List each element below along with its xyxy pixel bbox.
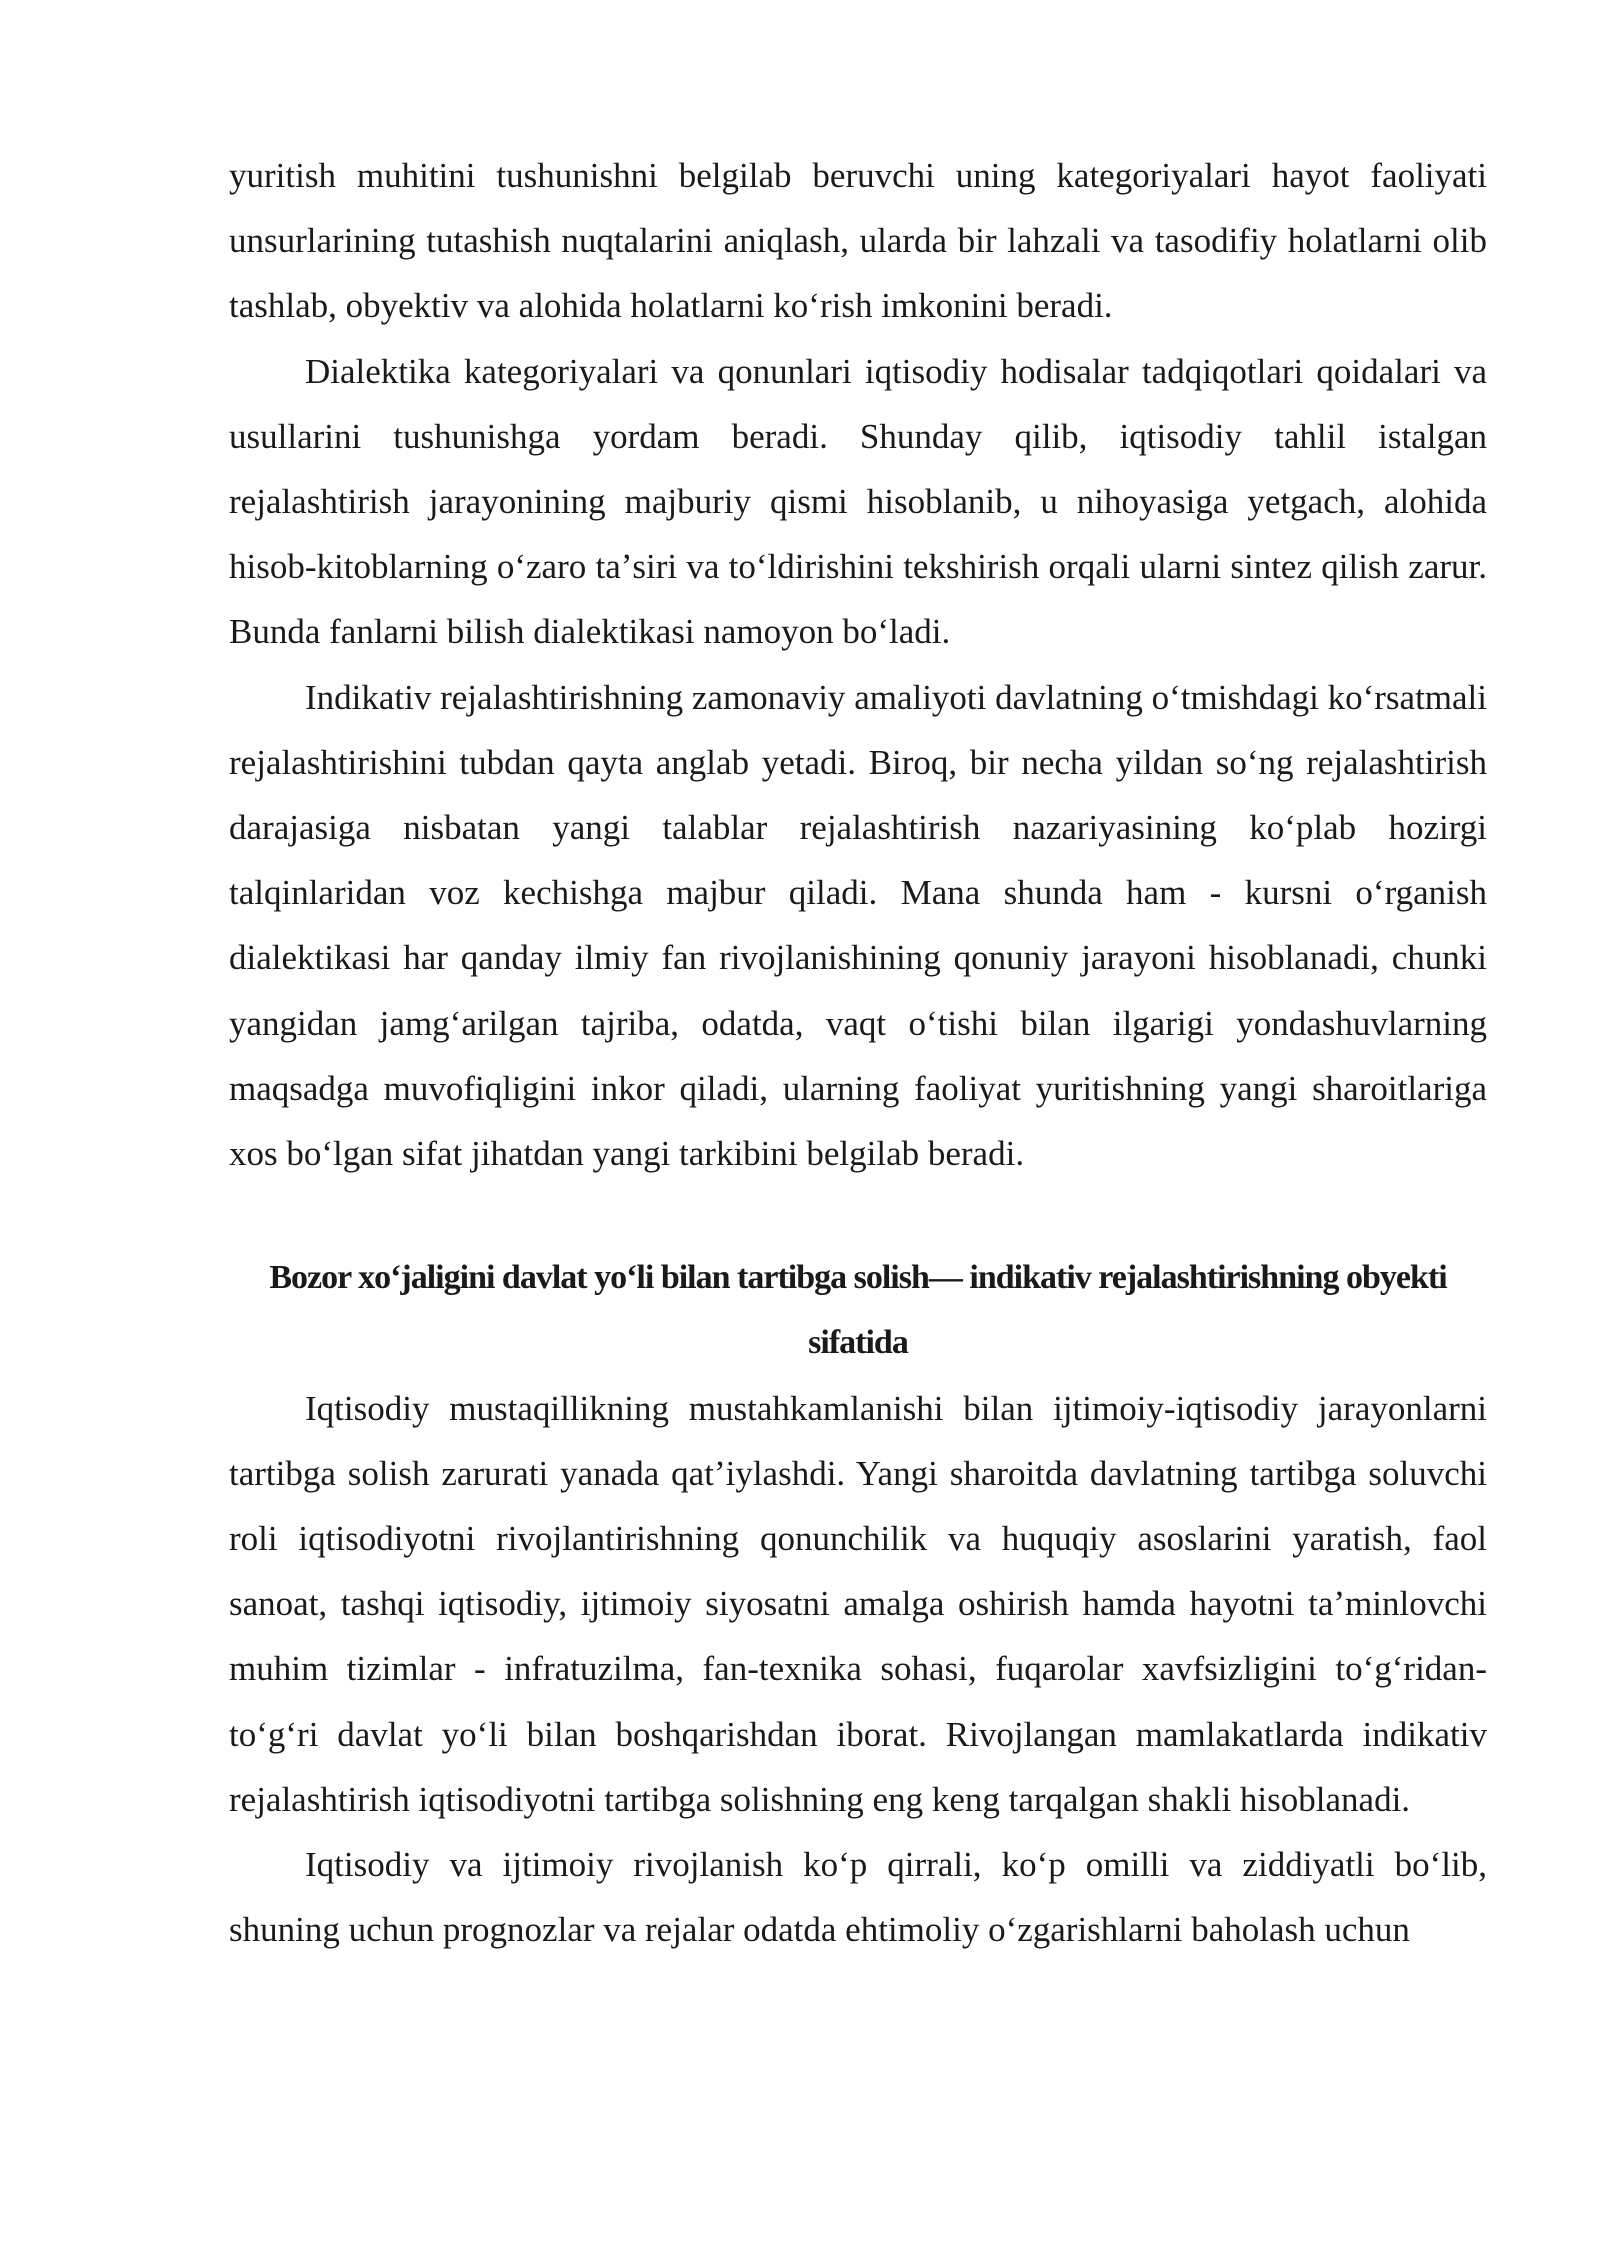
paragraph-continuation: yuritish muhitini tushunishni belgilab beruvchi uning kategoriyalari hayot faoliyati unsurlarining tutashish nuqtalarini aniqlash, ularda bir lahzali va tasodifiy holatlarni olib tashlab, obyektiv va alohida holatlarni koʻrish imkonini beradi. xyxy=(229,156,1487,326)
paragraph-indikativ-amaliyot: Indikativ rejalashtirishning zamonaviy amaliyoti davlatning oʻtmishdagi koʻrsatmali rejalashtirishini tubdan qayta anglab yetadi. Biroq, bir necha yildan soʻng rejalashtirish darajasiga nisbatan yangi talablar rejalashtirish nazariyasining koʻplab hozirgi talqinlaridan voz kechishga majbur qiladi. Mana shunda ham - kursni oʻrganish dialektikasi har qanday ilmiy fan rivojlanishining qonuniy jarayoni hisoblanadi, chunki yangidan jamgʻarilgan tajriba, odatda, vaqt oʻtishi bilan ilgarigi yondashuvlarning maqsadga muvofiqligini inkor qiladi, ularning faoliyat yuritishning yangi sharoitlariga xos boʻlgan sifat jihatdan yangi tarkibini belgilab beradi. xyxy=(229,677,1487,1174)
paragraph-dialektika: Dialektika kategoriyalari va qonunlari iqtisodiy hodisalar tadqiqotlari qoidalari va usullarini tushunishga yordam beradi. Shunday qilib, iqtisodiy tahlil istalgan rejalashtirish jarayonining majburiy qismi hisoblanib, u nihoyasiga yetgach, alohida hisob-kitoblarning oʻzaro taʼsiri va toʻldirishini tekshirish orqali ularni sintez qilish zarur. Bunda fanlarni bilish dialektikasi namoyon boʻladi. xyxy=(229,351,1487,652)
document-body xyxy=(229,143,1487,1962)
paragraph-iqtisodiy-rivojlanish: Iqtisodiy va ijtimoiy rivojlanish koʻp qirrali, koʻp omilli va ziddiyatli boʻlib, shuning uchun prognozlar va rejalar odatda ehtimoliy oʻzgarishlarni baholash uchun xyxy=(229,1845,1487,1950)
paragraph-iqtisodiy-mustaqillik: Iqtisodiy mustaqillikning mustahkamlanishi bilan ijtimoiy-iqtisodiy jarayonlarni tartibga solish zarurati yanada qatʼiylashdi. Yangi sharoitda davlatning tartibga soluvchi roli iqtisodiyotni rivojlantirishning qonunchilik va huquqiy asoslarini yaratish, faol sanoat, tashqi iqtisodiy, ijtimoiy siyosatni amalga oshirish hamda hayotni taʼminlovchi muhim tizimlar - infratuzilma, fan-texnika sohasi, fuqarolar xavfsizligini toʻgʻridan-toʻgʻri davlat yoʻli bilan boshqarishdan iborat. Rivojlangan mamlakatlarda indikativ rejalashtirish iqtisodiyotni tartibga solishning eng keng tarqalgan shakli hisoblanadi. xyxy=(229,1388,1487,1819)
section-heading: Bozor xoʻjaligini davlat yoʻli bilan tartibga solish— indikativ rejalashtirishning obyekti sifatida xyxy=(269,1259,1447,1362)
